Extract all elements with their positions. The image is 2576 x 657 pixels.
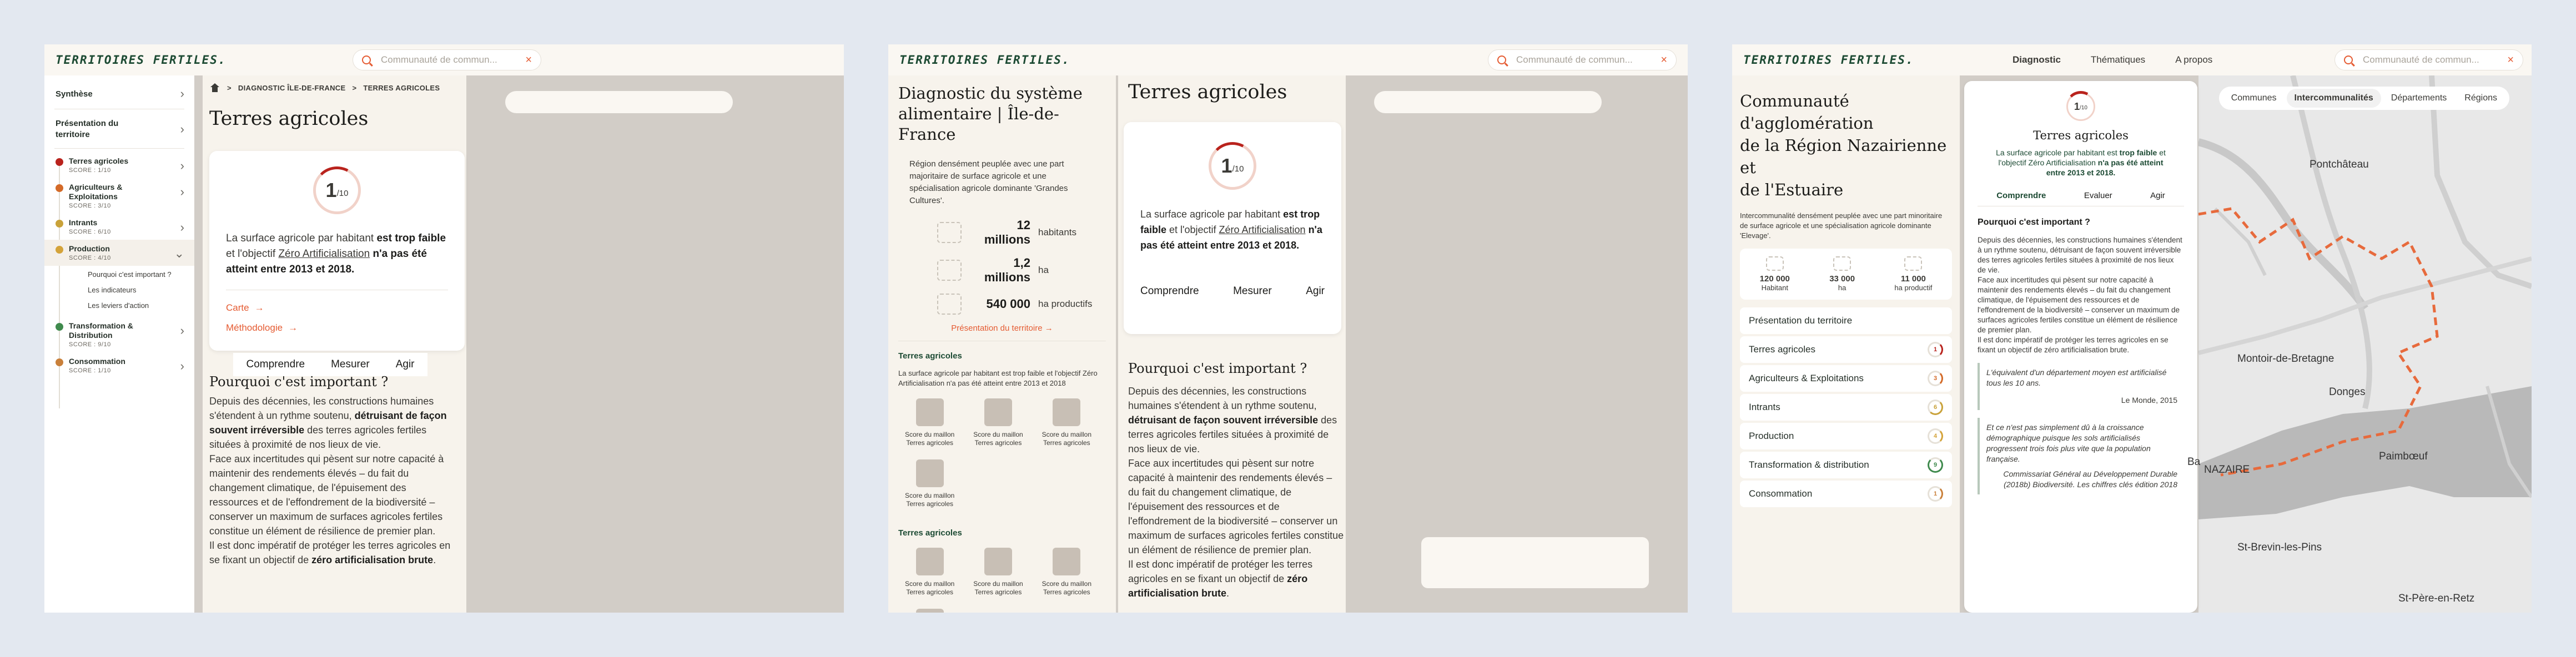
panel-map-view [1732, 44, 2532, 613]
list-item-terres[interactable]: Terres agricoles 1 [1740, 336, 1952, 363]
tab-bar [1978, 191, 2184, 206]
tab-mesurer[interactable]: Mesurer [331, 358, 370, 370]
score-ring: 4 [1928, 428, 1943, 444]
score-tile[interactable]: Score du maillon Terres agricoles [898, 398, 961, 447]
tab-comprendre[interactable]: Comprendre [1996, 191, 2046, 200]
tab-bar [233, 353, 427, 376]
map-label: Pontchâteau [2310, 159, 2369, 170]
map-scale-selector [2219, 87, 2509, 110]
tab-mesurer[interactable]: Mesurer [1233, 285, 1272, 297]
divider [54, 148, 184, 149]
logo[interactable]: TERRITOIRES FERTILES. [56, 53, 227, 67]
body-paragraph: Face aux incertitudes qui pèsent sur notre capacité à maintenir des rendements élevés – du fait du changement climatique, de l'épuisement des ressources et de l'effondrement de la biodiversité – conserver un maximum de surfaces agricoles fertiles constitue un élément de résilience de premier plan. [209, 453, 444, 537]
body-paragraph: Face aux incertitudes qui pèsent sur notre capacité à maintenir des rendements élevés – du fait du changement climatique, de l'épuisement des ressources et de l'effondrement de la biodiversité – conserver un maximum de surfaces agricoles fertiles constitue un élément de résilience de premier plan. [1128, 458, 1344, 555]
body-paragraph: Il est donc impératif de protéger les terres agricoles en se fixant un objectif de zéro artificialisation brute. [209, 540, 451, 565]
sidebar-item-consommation[interactable]: Consommation SCORE : 1/10 › [44, 352, 194, 378]
top-bar [44, 44, 844, 75]
methodologie-link[interactable]: Méthodologie → [226, 322, 298, 333]
list-item-agriculteurs[interactable]: Agriculteurs & Exploitations 3 [1740, 365, 1952, 392]
list-item-production[interactable]: Production 4 [1740, 423, 1952, 449]
carte-link[interactable]: Carte → [226, 302, 264, 313]
sub-item-indicateurs[interactable]: Les indicateurs [88, 286, 137, 294]
search-input[interactable]: Communauté de commun... [2363, 54, 2479, 65]
field-icon [937, 294, 962, 315]
top-bar [888, 44, 1688, 75]
score-dot [56, 246, 63, 254]
tab-agir[interactable]: Agir [2150, 191, 2165, 200]
score-tile[interactable]: Score du maillon Terres agricoles [898, 459, 961, 508]
score-card [1124, 122, 1341, 334]
score-tile[interactable] [898, 609, 961, 613]
map-label: St-Père-en-Retz [2398, 593, 2475, 604]
seg-intercommunalites[interactable]: Intercommunalités [2287, 89, 2381, 108]
close-icon[interactable]: × [1661, 53, 1667, 66]
detail-card [1964, 81, 2197, 613]
tab-comprendre[interactable]: Comprendre [246, 358, 305, 370]
score-text: La surface agricole par habitant est trop faible et l'objectif Zéro Artificialisation n'a pas été atteint entre 2013 et 2018. [1996, 148, 2166, 177]
map-label: Donges [2329, 386, 2366, 398]
chevron-right-icon: › [180, 87, 184, 100]
sidebar-item-synthese[interactable]: Synthèse › [56, 87, 184, 100]
breadcrumb: > DIAGNOSTIC ÎLE-DE-FRANCE > TERRES AGRICOLES [209, 83, 460, 92]
score-gauge: 1 /10 [1209, 142, 1256, 190]
nav-diagnostic[interactable]: Diagnostic [2012, 54, 2061, 65]
score-text: La surface agricole par habitant est trop faible et l'objectif Zéro Artificialisation n'a pas été atteint entre 2013 et 2018. [226, 233, 446, 275]
card-title: Terres agricoles [2033, 129, 2129, 142]
sidebar-item-terres[interactable]: Terres agricoles SCORE : 1/10 › [44, 152, 194, 178]
seg-regions[interactable]: Régions [2464, 93, 2497, 103]
tab-comprendre[interactable]: Comprendre [1140, 285, 1199, 297]
map-label: St-Brevin-les-Pins [2237, 542, 2322, 553]
breadcrumb-level2[interactable]: TERRES AGRICOLES [363, 83, 440, 92]
tile-grid [898, 548, 1098, 613]
stats: 12 millions habitants 1,2 millions ha 540 000 ha productifs [937, 218, 1106, 315]
body-paragraph: Depuis des décennies, les constructions humaines s'étendent à un rythme soutenu, détruisant de façon souvent irréversible des terres agricoles fertiles situées à proximité de nos lieux de vie. [209, 396, 447, 450]
chevron-down-icon: ⌄ [174, 246, 184, 260]
score-tile[interactable]: Score du maillon Terres agricoles [1035, 398, 1098, 447]
body-paragraph: Depuis des décennies, les constructions humaines s'étendent à un rythme soutenu, détruisant de façon souvent irréversible des terres agricoles fertiles situées à proximité de nos lieux de vie. [1978, 236, 2182, 274]
page-title: Terres agricoles [209, 108, 369, 130]
list-item-consommation[interactable]: Consommation 1 [1740, 481, 1952, 507]
score-tile[interactable]: Score du maillon Terres agricoles [898, 548, 961, 597]
home-icon[interactable] [209, 83, 220, 92]
field-icon [1904, 256, 1922, 271]
presentation-link[interactable]: Présentation du territoire → [898, 324, 1106, 341]
page-title: Communauté d'agglomération de la Région Nazairienne et de l'Estuaire [1740, 92, 1947, 199]
body-paragraph: Face aux incertitudes qui pèsent sur notre capacité à maintenir des rendements élevés – du fait du changement climatique, de l'épuisement des ressources et de l'effondrement de la biodiversité – conserver un maximum de surfaces agricoles fertiles constitue un élément de résilience de premier plan. [1978, 276, 2180, 334]
map[interactable] [2198, 75, 2532, 613]
list-item-intrants[interactable]: Intrants 6 [1740, 394, 1952, 421]
search-icon [362, 55, 371, 64]
list-item-presentation[interactable]: Présentation du territoire [1740, 307, 1952, 334]
score-dot [56, 358, 63, 366]
score-ring: 3 [1928, 371, 1943, 386]
chevron-right-icon: › [180, 324, 184, 337]
close-icon[interactable]: × [2507, 53, 2514, 66]
seg-communes[interactable]: Communes [2231, 93, 2277, 103]
overview-column [888, 75, 1116, 613]
sidebar-item-transformation[interactable]: Transformation & Distribution SCORE : 9/10 › [44, 317, 194, 352]
map-label: Montoir-de-Bretagne [2237, 353, 2334, 365]
seg-departements[interactable]: Départements [2391, 93, 2447, 103]
theme-list [1740, 307, 1952, 507]
logo[interactable]: TERRITOIRES FERTILES. [899, 53, 1070, 67]
people-icon [937, 222, 962, 243]
section-title: Pourquoi c'est important ? [1128, 361, 1307, 376]
chevron-right-icon: › [180, 122, 184, 136]
tab-bar [1140, 285, 1325, 297]
tab-agir[interactable]: Agir [395, 358, 415, 370]
tab-evaluer[interactable]: Evaluer [2084, 191, 2112, 200]
search-input[interactable]: Communauté de commun... [1516, 54, 1633, 65]
sidebar-item-production[interactable]: Production SCORE : 4/10 ⌄ [44, 240, 194, 266]
score-gauge: 1 /10 [2066, 92, 2095, 121]
tile-grid [898, 398, 1098, 508]
map-search-pill[interactable] [505, 91, 733, 113]
score-dot [56, 220, 63, 228]
main-nav [2012, 44, 2212, 75]
section-title: Terres agricoles [898, 528, 962, 538]
page-title: Diagnostic du système alimentaire | Île-de-France [898, 84, 1083, 144]
territory-column [1732, 75, 1960, 613]
list-item-transformation[interactable]: Transformation & distribution 9 [1740, 452, 1952, 478]
sidebar [44, 75, 194, 613]
section-desc: La surface agricole par habitant est trop faible et l'objectif Zéro Artificialisation n'a pas été atteint entre 2013 et 2018 [898, 369, 1098, 387]
arrow-right-icon: → [288, 322, 298, 333]
search-input[interactable]: Communauté de commun... [381, 54, 497, 65]
nav-apropos[interactable]: A propos [2175, 54, 2213, 65]
map-label: NAZAIRE [2204, 464, 2250, 476]
search-icon [2344, 55, 2353, 64]
tab-agir[interactable]: Agir [1306, 285, 1325, 297]
score-ring: 6 [1928, 400, 1943, 415]
breadcrumb-level1[interactable]: DIAGNOSTIC ÎLE-DE-FRANCE [238, 83, 346, 92]
chevron-right-icon: › [180, 159, 184, 173]
top-bar [1732, 44, 2532, 75]
main-content [203, 75, 466, 613]
stats: 120 000 Habitant 33 000 ha 11 000 ha productif [1740, 249, 1952, 300]
territory-desc: Région densément peuplée avec une part majoritaire de surface agricole et une spécialisation agricole dominante 'Grandes Cultures'. [909, 159, 1068, 205]
score-tile[interactable]: Score du maillon Terres agricoles [967, 398, 1029, 447]
quote: L'équivalent d'un département moyen est artificialisé tous les 10 ans. Le Monde, 2015 [1978, 363, 2184, 410]
map-label: Ba [2187, 456, 2201, 468]
sidebar-item-presentation[interactable]: Présentation du territoire › [56, 119, 184, 139]
score-dot [56, 184, 63, 192]
arrow-right-icon: → [254, 302, 264, 313]
map-canvas[interactable] [2198, 75, 2532, 613]
chevron-right-icon: › [180, 185, 184, 199]
body-paragraph: Il est donc impératif de protéger les terres agricoles en se fixant un objectif de zéro artificialisation brute. [1128, 559, 1313, 599]
sidebar-subitems [44, 266, 194, 317]
nav-thematiques[interactable]: Thématiques [2090, 54, 2146, 65]
sidebar-item-intrants[interactable]: Intrants SCORE : 6/10 › [44, 214, 194, 240]
quote: Et ce n'est pas simplement dû à la croissance démographique puisque les sols artificialisés progressent trois fois plus vite que la population française. Commissariat Général au Développement Durable (2018b) Biodiversité. Les chiffres clés édition 2018 [1978, 418, 2184, 494]
score-card [209, 151, 465, 351]
panel-sidebar-view [44, 44, 844, 613]
wheat-icon [1833, 256, 1851, 271]
search-box[interactable] [2334, 49, 2523, 70]
detail-column [1118, 75, 1346, 613]
territory-desc: Intercommunalité densément peuplée avec une part minoritaire de surface agricole et une spécialisation agricole dominante 'Elevage'. [1740, 211, 1943, 240]
page-title: Terres agricoles [1128, 81, 1287, 103]
search-box[interactable] [1488, 49, 1677, 70]
score-ring: 9 [1928, 457, 1943, 473]
sub-item-leviers[interactable]: Les leviers d'action [88, 301, 149, 310]
score-dot [56, 323, 63, 331]
score-dot [56, 158, 63, 166]
chevron-right-icon: › [180, 359, 184, 373]
score-list [44, 152, 194, 378]
sub-item-pourquoi[interactable]: Pourquoi c'est important ? [88, 270, 172, 279]
chevron-right-icon: › [180, 220, 184, 234]
map-label: Paimbœuf [2379, 451, 2428, 462]
logo[interactable]: TERRITOIRES FERTILES. [1743, 53, 1914, 67]
section-title: Pourquoi c'est important ? [1978, 218, 2090, 227]
score-text: La surface agricole par habitant est trop faible et l'objectif Zéro Artificialisation n'a pas été atteint entre 2013 et 2018. [1140, 209, 1322, 251]
section-title: Pourquoi c'est important ? [209, 374, 389, 390]
score-ring: 1 [1928, 342, 1943, 357]
score-gauge: 1 /10 [313, 166, 361, 214]
search-box[interactable] [353, 49, 541, 70]
sidebar-item-agriculteurs[interactable]: Agriculteurs & Exploitations SCORE : 3/10 › [44, 178, 194, 214]
score-ring: 1 [1928, 486, 1943, 502]
map-search-pill[interactable] [1374, 91, 1602, 113]
body-paragraph: Depuis des décennies, les constructions humaines s'étendent à un rythme soutenu, détruisant de façon souvent irréversible des terres agricoles fertiles situées à proximité de nos lieux de vie. [1128, 386, 1337, 454]
score-tile[interactable]: Score du maillon Terres agricoles [1035, 548, 1098, 597]
panel-overview [888, 44, 1688, 613]
section-title: Terres agricoles [898, 351, 962, 361]
close-icon[interactable]: × [525, 53, 532, 66]
search-icon [1497, 55, 1506, 64]
wheat-icon [937, 260, 962, 281]
body-paragraph: Il est donc impératif de protéger les terres agricoles en se fixant un objectif de zéro artificialisation brute. [1978, 336, 2169, 354]
people-icon [1766, 256, 1784, 271]
map-legend-box [1421, 537, 1649, 588]
score-tile[interactable]: Score du maillon Terres agricoles [967, 548, 1029, 597]
